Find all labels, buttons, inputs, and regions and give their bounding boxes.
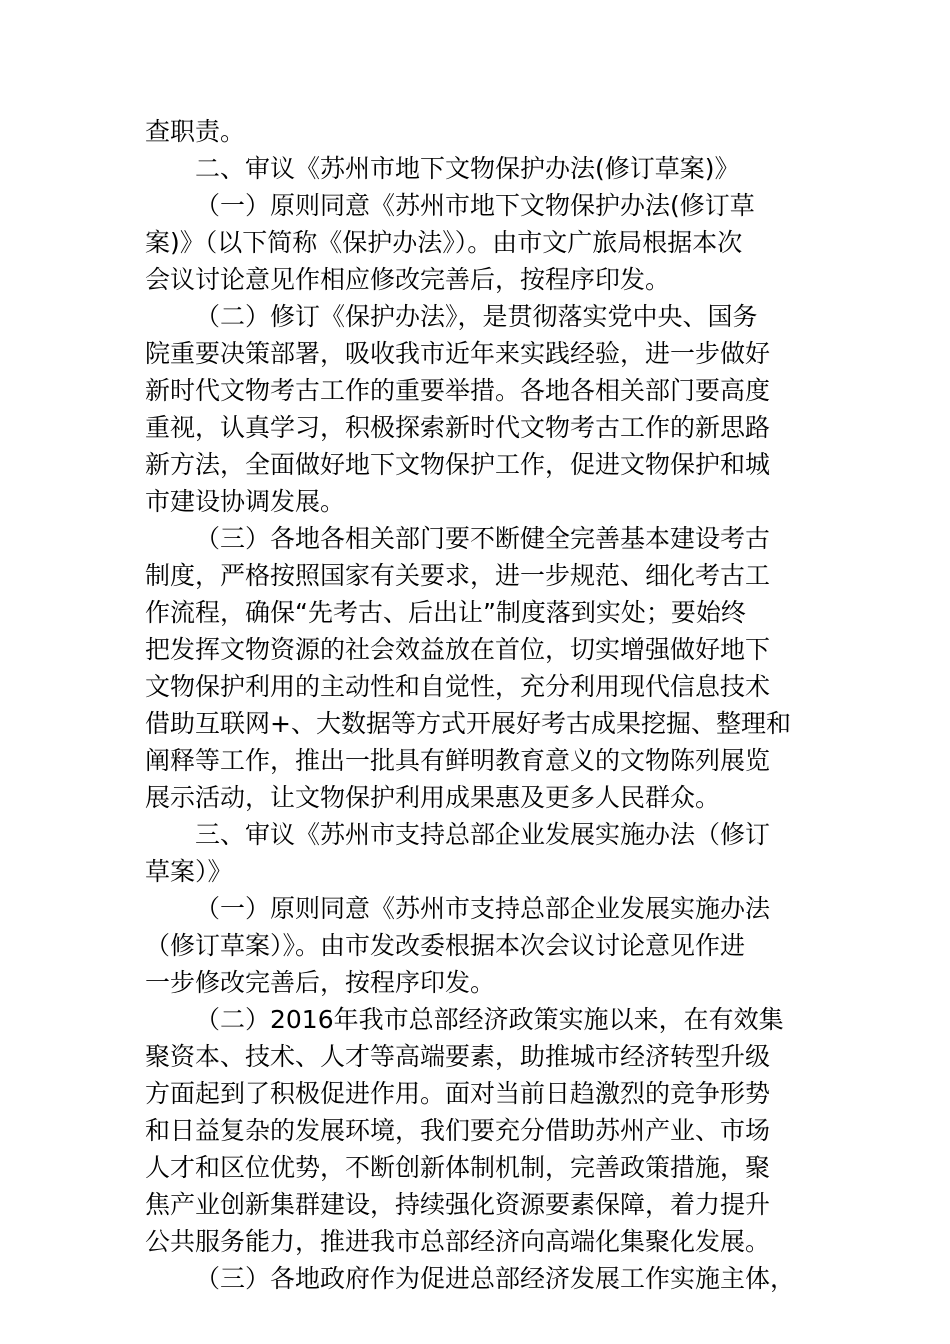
section-heading-2: 二、审议《苏州市地下文物保护办法(修订草案)》 (195, 154, 740, 183)
text-line-28: 和日益复杂的发展环境，我们要充分借助苏州产业、市场 (145, 1116, 771, 1145)
text-line-31: 公共服务能力，推进我市总部经济向高端化集聚化发展。 (145, 1227, 771, 1256)
text-line-27: 方面起到了积极促进作用。面对当前日趋激烈的竞争形势 (145, 1079, 771, 1108)
text-line-32: （三）各地政府作为促进总部经济发展工作实施主体， (195, 1264, 796, 1293)
text-line-21: 草案）》 (145, 857, 233, 886)
text-line-14: 作流程，确保“先考古、后出让”制度落到实处；要始终 (145, 598, 746, 627)
text-line-25: （二）2016年我市总部经济政策实施以来，在有效集 (195, 1005, 784, 1034)
text-line-11: 市建设协调发展。 (145, 487, 346, 516)
text-line-15: 把发挥文物资源的社会效益放在首位，切实增强做好地下 (145, 635, 771, 664)
text-line-8: 新时代文物考古工作的重要举措。各地各相关部门要高度 (145, 376, 771, 405)
text-line-17: 借助互联网+、大数据等方式开展好考古成果挖掘、整理和 (145, 709, 791, 738)
text-line-13: 制度，严格按照国家有关要求，进一步规范、细化考古工 (145, 561, 771, 590)
text-line-22: （一）原则同意《苏州市支持总部企业发展实施办法 (195, 894, 771, 923)
text-line-6: （二）修订《保护办法》，是贯彻落实党中央、国务 (195, 302, 758, 331)
section-heading-3: 三、审议《苏州市支持总部企业发展实施办法（修订 (195, 820, 771, 849)
text-line-1: 查职责。 (145, 117, 246, 146)
text-line-26: 聚资本、技术、人才等高端要素，助推城市经济转型升级 (145, 1042, 771, 1071)
text-line-23: （修订草案）》。由市发改委根据本次会议讨论意见作进 (145, 931, 746, 960)
text-line-10: 新方法，全面做好地下文物保护工作，促进文物保护和城 (145, 450, 771, 479)
text-line-24: 一步修改完善后，按程序印发。 (145, 968, 496, 997)
text-line-4: 案)》（以下简称《保护办法》）。由市文广旅局根据本次 (145, 228, 743, 257)
text-line-5: 会议讨论意见作相应修改完善后，按程序印发。 (145, 265, 671, 294)
text-line-18: 阐释等工作，推出一批具有鲜明教育意义的文物陈列展览 (145, 746, 771, 775)
text-line-19: 展示活动，让文物保护利用成果惠及更多人民群众。 (145, 783, 721, 812)
text-line-29: 人才和区位优势，不断创新体制机制，完善政策措施，聚 (145, 1153, 771, 1182)
text-line-3: （一）原则同意《苏州市地下文物保护办法(修订草 (195, 191, 755, 220)
text-line-12: （三）各地各相关部门要不断健全完善基本建设考古 (195, 524, 771, 553)
text-line-9: 重视，认真学习，积极探索新时代文物考古工作的新思路 (145, 413, 771, 442)
text-line-30: 焦产业创新集群建设，持续强化资源要素保障，着力提升 (145, 1190, 771, 1219)
text-line-16: 文物保护利用的主动性和自觉性，充分利用现代信息技术 (145, 672, 771, 701)
text-line-7: 院重要决策部署，吸收我市近年来实践经验，进一步做好 (145, 339, 771, 368)
